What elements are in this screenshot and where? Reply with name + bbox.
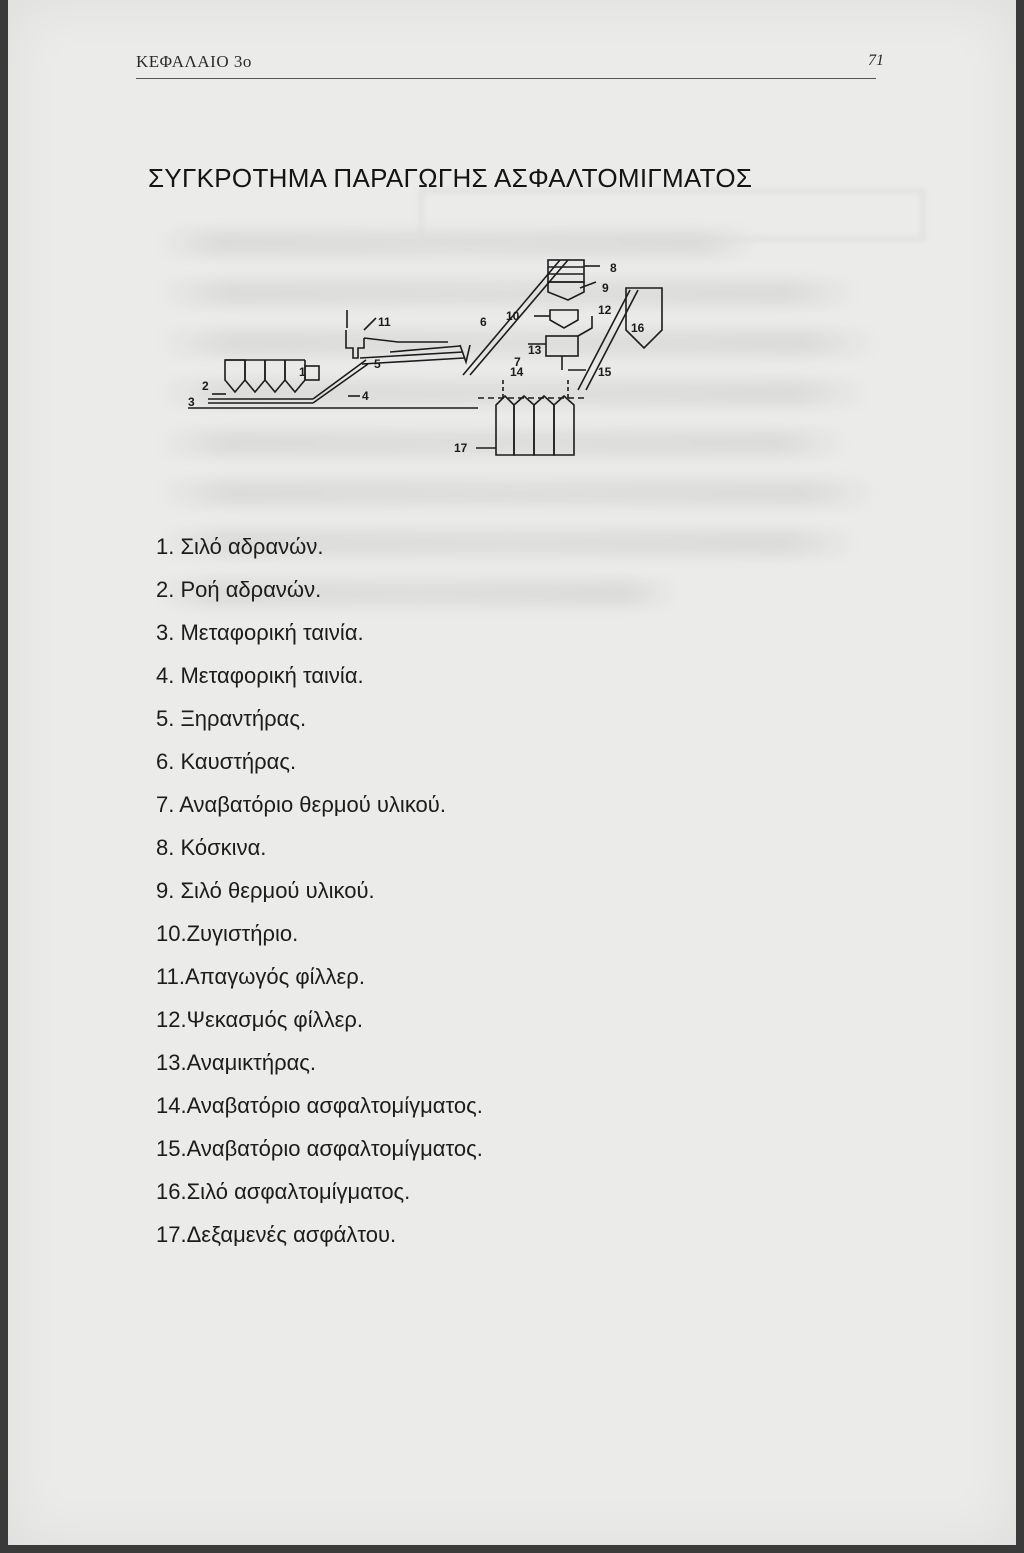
legend-item: 2. Ροή αδρανών.: [156, 577, 322, 602]
diagram-label: 3: [188, 395, 195, 409]
plant-diagram-svg: [148, 230, 678, 500]
diagram-label: 5: [374, 357, 381, 371]
document-page: [8, 0, 1016, 1545]
legend-item: 10.Ζυγιστήριο.: [156, 921, 299, 946]
diagram-label: 6: [480, 315, 487, 329]
legend-item: 7. Αναβατόριο θερμού υλικού.: [156, 792, 446, 817]
legend-item: 5. Ξηραντήρας.: [156, 706, 307, 731]
legend-item: 13.Αναμικτήρας.: [156, 1050, 317, 1075]
diagram-label: 8: [610, 261, 617, 275]
legend-item: 17.Δεξαμενές ασφάλτου.: [156, 1222, 397, 1247]
legend-item: 12.Ψεκασμός φίλλερ.: [156, 1007, 364, 1032]
legend-item: 3. Μεταφορική ταινία.: [156, 620, 364, 645]
diagram-label: 11: [378, 315, 391, 329]
diagram-label: 13: [528, 343, 542, 357]
running-header: [136, 50, 884, 79]
diagram-label: 7: [514, 355, 521, 369]
diagram-label: 14: [510, 365, 524, 379]
page-number: 71: [868, 52, 884, 69]
diagram-label: 17: [454, 441, 468, 455]
legend-item: 15.Αναβατόριο ασφαλτομίγματος.: [156, 1136, 483, 1161]
diagram-label: 10: [506, 309, 520, 323]
plant-diagram: [148, 230, 678, 500]
page-title: ΣΥΓΚΡΟΤΗΜΑ ΠΑΡΑΓΩΓΗΣ ΑΣΦΑΛΤΟΜΙΓΜΑΤΟΣ: [148, 163, 753, 193]
legend-item: 9. Σιλό θερμού υλικού.: [156, 878, 375, 903]
chapter-label: ΚΕΦΑΛΑΙΟ 3ο: [136, 52, 252, 71]
legend-item: 16.Σιλό ασφαλτομίγματος.: [156, 1179, 411, 1204]
legend-item: 11.Απαγωγός φίλλερ.: [156, 964, 365, 989]
legend-item: 4. Μεταφορική ταινία.: [156, 663, 364, 688]
diagram-label: 16: [631, 321, 645, 335]
diagram-label: 1: [299, 365, 306, 379]
diagram-label: 9: [602, 281, 609, 295]
legend-item: 1. Σιλό αδρανών.: [156, 534, 324, 559]
diagram-label: 4: [362, 389, 369, 403]
legend-item: 14.Αναβατόριο ασφαλτομίγματος.: [156, 1093, 483, 1118]
diagram-label: 12: [598, 303, 612, 317]
legend-item: 8. Κόσκινα.: [156, 835, 267, 860]
legend-item: 6. Καυστήρας.: [156, 749, 297, 774]
legend-list: [156, 525, 483, 1256]
diagram-label: 15: [598, 365, 612, 379]
diagram-label: 2: [202, 379, 209, 393]
